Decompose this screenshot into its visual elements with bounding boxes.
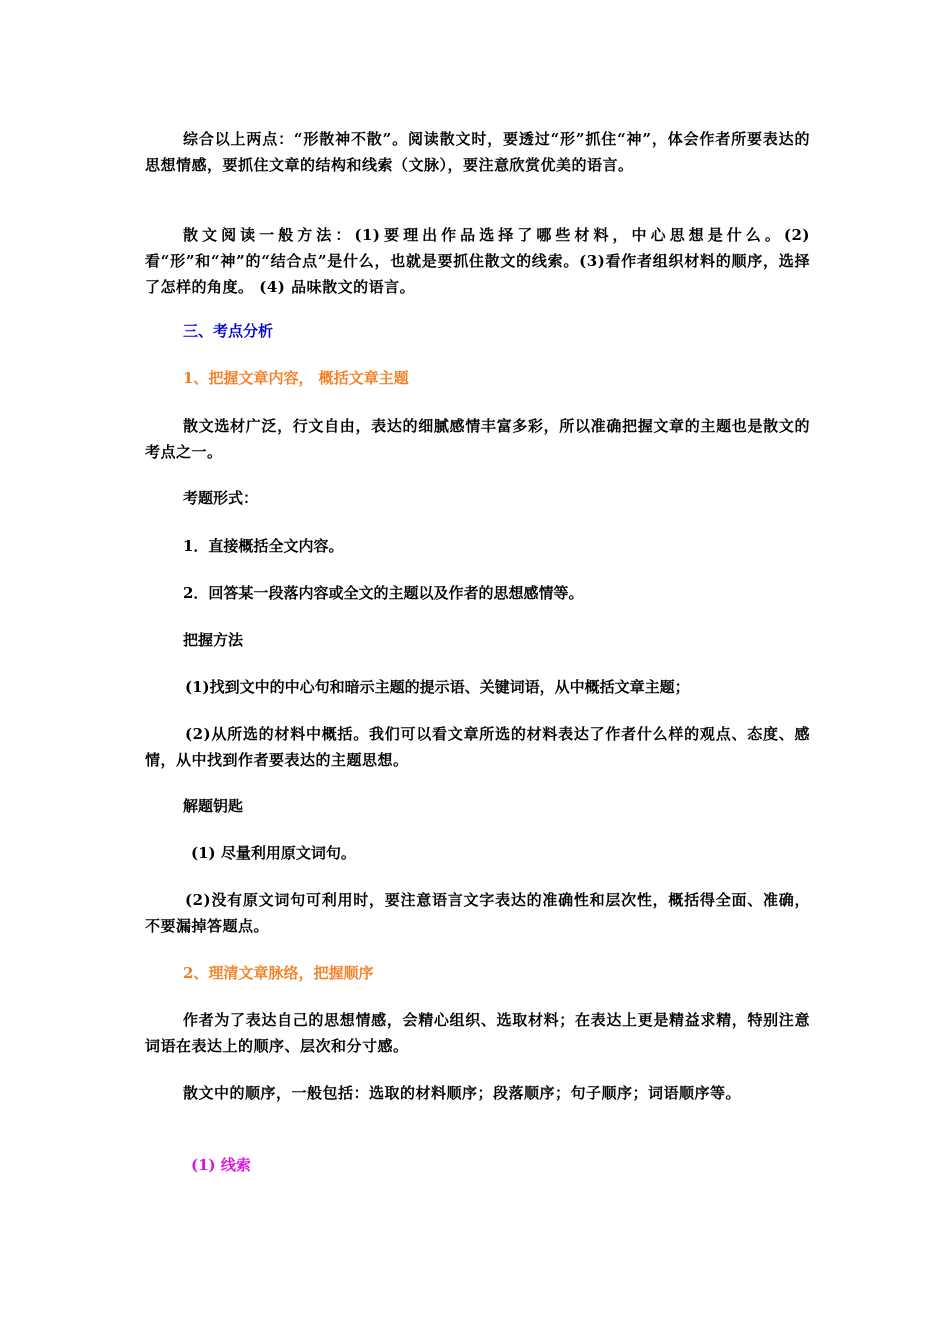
exam-form-item-2: 2．回答某一段落内容或全文的主题以及作者的思想感情等。 [183, 584, 584, 602]
answer-key-item-1: (1) 尽量利用原文词句。 [191, 844, 356, 862]
summary-paragraph: 综合以上两点：“形散神不散”。阅读散文时，要透过“形”抓住“神”，体会作者所要表达的思想情感，要抓住文章的结构和线索（文脉），要注意欣赏优美的语言。 [145, 130, 810, 174]
exam-form-item-1: 1．直接概括全文内容。 [183, 537, 344, 555]
exam-form-label: 考题形式： [183, 489, 259, 507]
answer-key-item-2: (2)没有原文词句可利用时，要注意语言文字表达的准确性和层次性，概括得全面、准确，不要漏掉答题点。 [145, 891, 810, 935]
method-label: 把握方法 [183, 631, 244, 649]
topic-paragraph: 散文选材广泛，行文自由，表达的细腻感情丰富多彩，所以准确把握文章的主题也是散文的考点之一。 [145, 417, 810, 461]
subheading-grasp-content: 1、把握文章内容， 概括文章主题 [183, 369, 409, 387]
minor-heading-clue: (1) 线索 [191, 1156, 251, 1174]
author-intent-paragraph: 作者为了表达自己的思想情感，会精心组织、选取材料；在表达上更是精益求精，特别注意词语在表达上的顺序、层次和分寸感。 [145, 1011, 810, 1055]
method-item-2: (2)从所选的材料中概括。我们可以看文章所选的材料表达了作者什么样的观点、态度、感情，从中找到作者要表达的主题思想。 [145, 725, 810, 769]
reading-method-paragraph: 散文阅读一般方法：(1)要理出作品选择了哪些材料，中心思想是什么。(2)看“形”和“神”的“结合点”是什么，也就是要抓住散文的线索。(3)看作者组织材料的顺序，选择了怎样的角度。 (4) 品味散文的语言。 [145, 226, 810, 296]
section-heading-exam-analysis: 三、考点分析 [183, 322, 274, 340]
method-item-1: (1)找到文中的中心句和暗示主题的提示语、关键词语，从中概括文章主题； [185, 678, 690, 696]
answer-key-label: 解题钥匙 [183, 797, 244, 815]
order-types-paragraph: 散文中的顺序，一般包括：选取的材料顺序；段落顺序；句子顺序；词语顺序等。 [183, 1084, 742, 1102]
subheading-structure-order: 2、理清文章脉络，把握顺序 [183, 964, 374, 982]
